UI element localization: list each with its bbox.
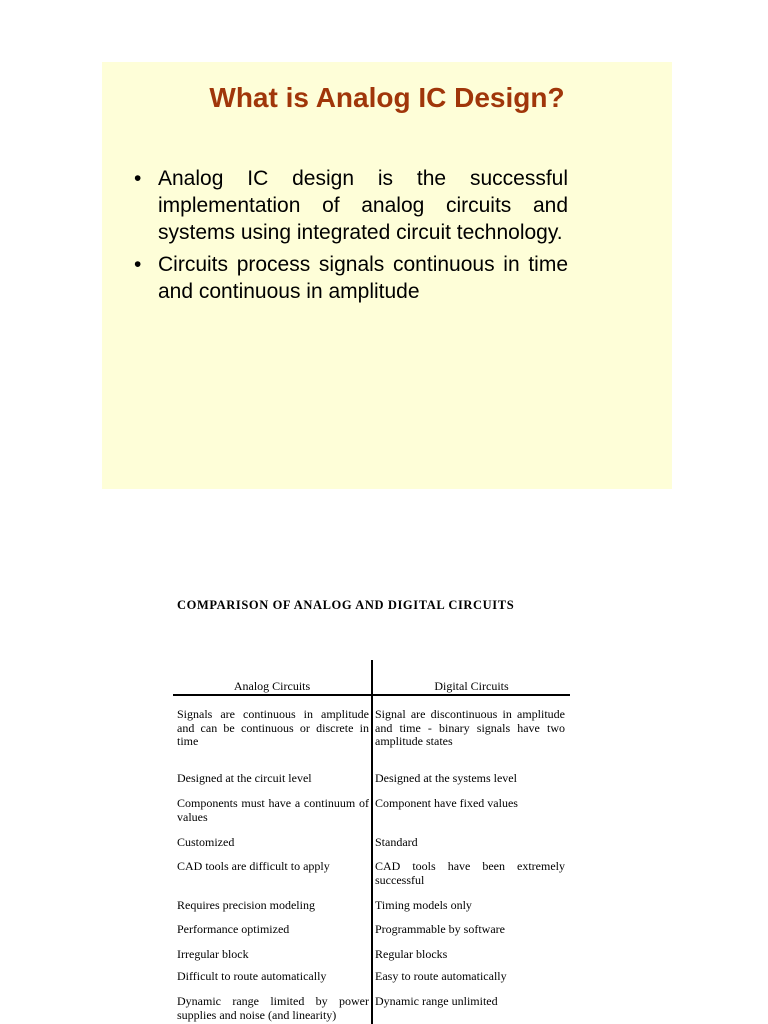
- analog-cell: Customized: [177, 835, 235, 849]
- analog-cell: CAD tools are difficult to apply: [177, 859, 330, 873]
- digital-cell: Dynamic range unlimited: [375, 994, 498, 1008]
- bullet-item: [132, 251, 568, 305]
- analog-cell: Designed at the circuit level: [177, 771, 312, 785]
- digital-cell: Designed at the systems level: [375, 771, 517, 785]
- digital-cell: Component have fixed values: [375, 796, 518, 810]
- header-rule: [173, 694, 570, 696]
- column-divider: [371, 660, 373, 1024]
- analog-cell: Components must have a continuum of values: [177, 796, 369, 824]
- bullet-dot-icon: •: [134, 167, 142, 190]
- slide: [102, 62, 672, 489]
- comparison-heading: COMPARISON OF ANALOG AND DIGITAL CIRCUITS: [177, 598, 515, 612]
- digital-cell: Signal are discontinuous in amplitude and time - binary signals have two amplitude states: [375, 707, 565, 748]
- analog-cell: Difficult to route automatically: [177, 969, 327, 983]
- bullet-item: [132, 165, 568, 246]
- bullet-list: [132, 165, 568, 310]
- digital-cell: Standard: [375, 835, 418, 849]
- analog-cell: Performance optimized: [177, 922, 290, 936]
- analog-cell: Signals are continuous in amplitude and can be continuous or discrete in time: [177, 707, 369, 748]
- digital-cell: Regular blocks: [375, 947, 448, 961]
- analog-cell: Irregular block: [177, 947, 249, 961]
- analog-cell: Dynamic range limited by power supplies and noise (and linearity): [177, 994, 369, 1022]
- digital-cell: CAD tools have been extremely successful: [375, 859, 565, 887]
- column-header-digital: Digital Circuits: [434, 679, 509, 693]
- comparison-table: [173, 660, 570, 1024]
- column-header-analog: Analog Circuits: [233, 679, 311, 693]
- analog-cell: Requires precision modeling: [177, 898, 315, 912]
- digital-cell: Easy to route automatically: [375, 969, 507, 983]
- digital-cell: Timing models only: [375, 898, 472, 912]
- bullet-dot-icon: •: [134, 253, 142, 276]
- bullet-text: Analog IC design is the successful implementation of analog circuits and systems using integrated circuit technology.: [158, 167, 568, 244]
- digital-cell: Programmable by software: [375, 922, 505, 936]
- slide-title: What is Analog IC Design?: [209, 82, 565, 113]
- bullet-text: Circuits process signals continuous in time and continuous in amplitude: [158, 253, 568, 303]
